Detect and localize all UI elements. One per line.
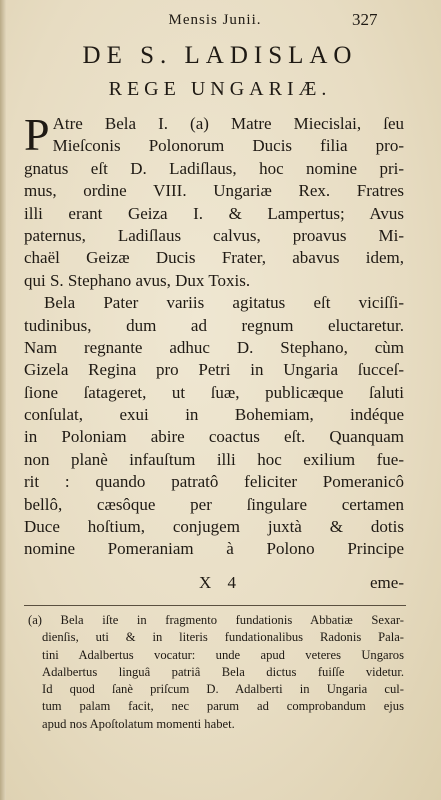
drop-capital: P [24, 109, 50, 160]
chapter-title-line-2: REGE UNGARIÆ. [108, 78, 332, 100]
chapter-title-line-1: DE S. LADISLAO [82, 42, 358, 69]
body-line: non planè infauſtum illi hoc exilium fue- [24, 449, 404, 469]
body-line: Nam regnante adhuc D. Stephano, cùm [24, 337, 404, 357]
body-line: gnatus eſt D. Ladiſlaus, hoc nomine pri- [24, 158, 404, 178]
footnote-line: (a) Bela iſte in fragmento fundationis Abbatiæ Sexar- [28, 613, 404, 627]
body-line: Gizela Regina pro Petri in Ungaria ſucceſ- [24, 360, 404, 380]
signature-line [24, 573, 404, 595]
footnote-line: apud nos Apoſtolatum momenti habet. [42, 716, 235, 731]
body-line: conſulat, exui in Bohemiam, indéque [24, 405, 404, 425]
body-text [24, 109, 404, 561]
signature-mark: X 4 [199, 573, 243, 592]
body-line: illi erant Geiza I. & Lampertus; Avus [24, 203, 404, 223]
running-head: Mensis Junii. [168, 12, 262, 28]
page-number: 327 [352, 10, 378, 29]
body-line: tudinibus, dum ad regnum eluctaretur. [24, 315, 404, 335]
body-line: chaël Geizæ Ducis Frater, abavus idem, [24, 248, 404, 268]
body-line: bellô, cæsôque per ſingulare certamen [24, 494, 404, 514]
body-line: paternus, Ladiſlaus calvus, proavus Mi- [24, 225, 404, 245]
footnote-divider [24, 605, 406, 606]
body-line: qui S. Stephano avus, Dux Toxis. [24, 270, 251, 290]
footnote-line: dienſis, uti & in literis fundationalibus Radonis Pala- [42, 630, 404, 645]
body-line: Atre Bela I. (a) Matre Miecislai, ſeu [52, 114, 404, 133]
body-line: nomine Pomeraniam à Polono Principe [24, 539, 404, 559]
body-line: Duce hoſtium, conjugem juxtà & dotis [24, 517, 404, 537]
footnote-line: Adalbertus linguâ patriâ Bela dictus fuiſſe videtur. [42, 664, 404, 679]
catchword: eme- [370, 573, 404, 592]
footnote-line: tini Adalbertus vocatur: unde apud veteres Ungaros [42, 647, 404, 662]
body-line: Bela Pater variis agitatus eſt viciſſi- [44, 293, 404, 313]
footnote-line: Id quod ſanè priſcum D. Adalberti in Ungaria cul- [42, 682, 404, 697]
body-line: mus, ordine VIII. Ungariæ Rex. Fratres [24, 181, 404, 201]
footnote-line: tum palam facit, nec parum ad comprobandum ejus [42, 699, 404, 714]
body-line: ſione ſatageret, ut ſuæ, publicæque ſaluti [24, 382, 404, 402]
body-line: rit : quando patratô feliciter Pomeranicô [24, 472, 404, 492]
footnote [28, 612, 404, 733]
body-line: in Poloniam abire coactus eſt. Quanquam [24, 427, 404, 447]
page-edge-shadow [0, 0, 6, 800]
body-line: Mieſconis Polonorum Ducis filia pro- [52, 136, 404, 156]
